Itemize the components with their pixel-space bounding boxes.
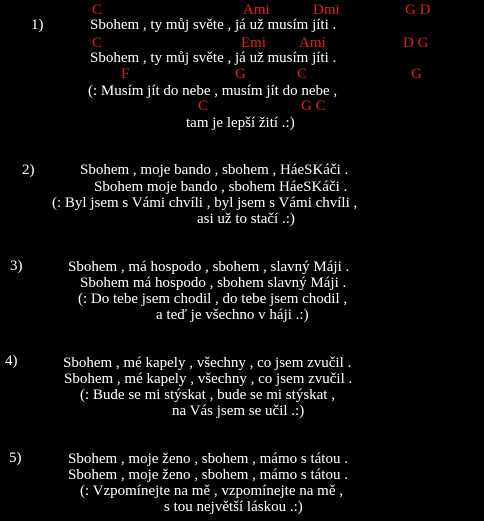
- lyric-line: Sbohem , moje ženo , sbohem , mámo s tátou .: [68, 467, 348, 483]
- chord: Ami: [299, 35, 326, 51]
- lyric-line: (: Byl jsem s Vámi chvíli , byl jsem s Vámi chvíli ,: [52, 195, 358, 211]
- lyric-line: Sbohem moje bando , sbohem HáeSKáči .: [94, 179, 348, 195]
- chord: Dmi: [313, 2, 340, 18]
- chord: D G: [403, 35, 429, 51]
- lyric-line: Sbohem , moje bando , sbohem , HáeSKáči .: [80, 162, 349, 178]
- lyric-line: a teď je všechno v háji .:): [156, 307, 309, 323]
- chord: Emi: [241, 35, 266, 51]
- chord: G D: [405, 2, 431, 18]
- verse-number: 1): [31, 17, 44, 33]
- chord: C: [92, 35, 103, 51]
- lyric-line: Sbohem , moje ženo , sbohem , mámo s tátou .: [68, 451, 348, 467]
- lyric-line: s tou největší láskou .:): [164, 499, 303, 515]
- chord: G: [235, 66, 246, 82]
- chord: C: [198, 98, 209, 114]
- verse-number: 3): [10, 258, 23, 274]
- lyric-line: (: Do tebe jsem chodil , do tebe jsem chodil ,: [78, 291, 348, 307]
- lyric-line: Sbohem má hospodo , sbohem slavný Máji .: [80, 275, 347, 291]
- chord: C: [92, 2, 103, 18]
- lyric-line: Sbohem , mé kapely , všechny , co jsem zvučil .: [63, 355, 352, 371]
- lyric-line: tam je lepší žití .:): [186, 115, 295, 131]
- lyric-line: (: Bude se mi stýskat , bude se mi stýskat ,: [80, 387, 335, 403]
- lyric-line: na Vás jsem se učil .:): [172, 403, 305, 419]
- lyric-line: Sbohem , mé kapely , všechny , co jsem zvučil .: [64, 371, 353, 387]
- lyric-line: Sbohem , ty můj světe , já už musím jíti .: [90, 17, 337, 33]
- verse-number: 5): [9, 450, 22, 466]
- chord: G: [411, 66, 422, 82]
- chord: Ami: [243, 2, 270, 18]
- lyric-line: asi už to stačí .:): [197, 211, 295, 227]
- chord: C: [297, 66, 308, 82]
- verse-number: 4): [5, 353, 18, 369]
- lyric-line: (: Vzpomínejte na mě , vzpomínejte na mě ,: [80, 483, 343, 499]
- lyric-line: (: Musím jít do nebe , musím jít do nebe ,: [88, 83, 338, 99]
- verse-number: 2): [22, 162, 35, 178]
- lyric-line: Sbohem , má hospodo , sbohem , slavný Máji .: [68, 259, 350, 275]
- lyric-line: Sbohem , ty můj světe , já už musím jíti .: [90, 50, 337, 66]
- chord: F: [121, 66, 130, 82]
- chord: G C: [301, 98, 326, 114]
